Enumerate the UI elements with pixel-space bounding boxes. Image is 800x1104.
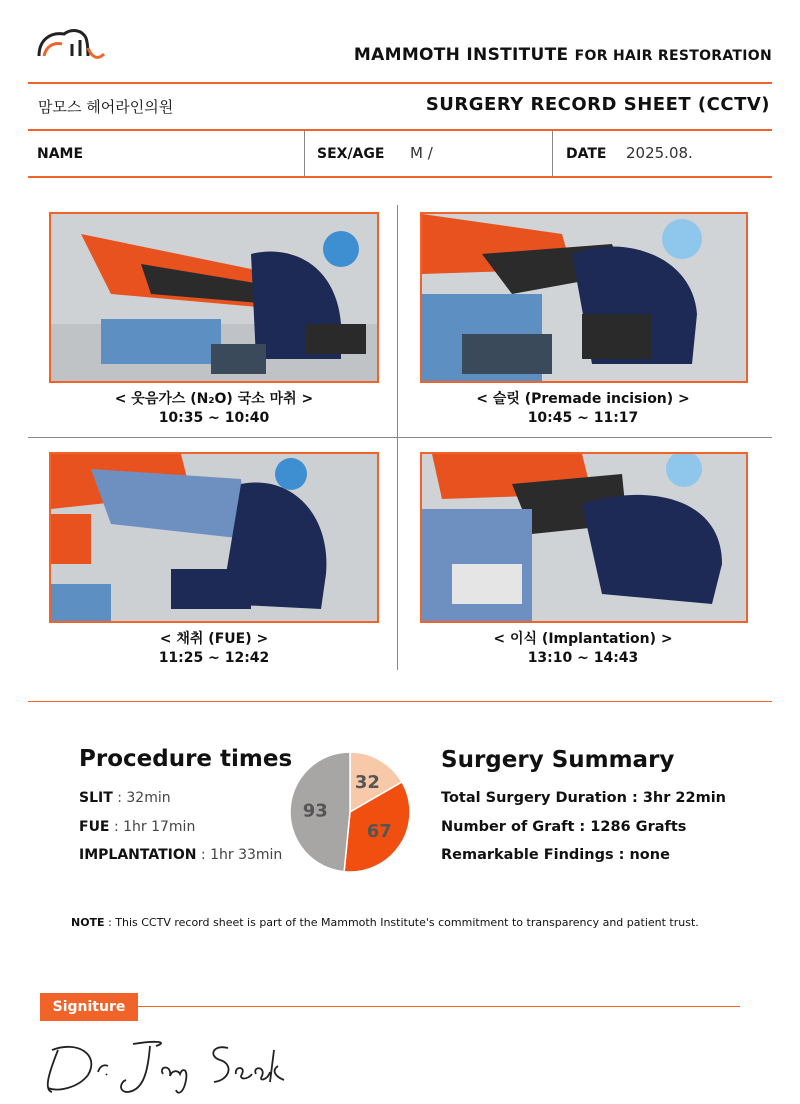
step-time: 11:25 ~ 12:42 [158,650,270,666]
mammoth-logo-icon [36,26,108,66]
title-divider [28,129,772,131]
procedure-label: SLIT [79,790,113,806]
procedure-label: FUE [79,819,110,835]
summary-grafts: Number of Graft : 1286 Grafts [441,819,687,835]
step-caption [49,630,379,668]
step-label: < 채취 (FUE) > [159,631,269,647]
brand-title [354,45,772,65]
procedure-title: Procedure times [79,746,293,772]
cctv-photo-fue [49,452,379,623]
step-label: < 슬릿 (Premade incision) > [476,391,690,407]
fields-divider [28,176,772,178]
pie-slice-label: 67 [366,820,392,842]
step-caption [418,630,748,668]
cctv-photo-anesthesia [49,212,379,383]
procedure-value: : 1hr 33min [196,847,283,863]
note-text: : This CCTV record sheet is part of the Mammoth Institute's commitment to transparency and patient trust. [104,916,699,929]
date-label: DATE [566,146,607,162]
procedure-pie-chart [288,750,412,874]
step-time: 13:10 ~ 14:43 [527,650,639,666]
cctv-photo-slit [420,212,748,383]
note-label: NOTE [71,916,105,929]
header-divider [28,82,772,84]
signature-label: Signiture [40,993,138,1021]
step-caption [418,390,748,428]
summary-title: Surgery Summary [441,747,675,773]
clinic-korean-name: 맘모스 헤어라인의원 [38,98,174,116]
field-separator [304,131,305,177]
brand-main: MAMMOTH INSTITUTE [353,45,569,65]
step-label: < 이식 (Implantation) > [493,631,673,647]
step-time: 10:45 ~ 11:17 [527,410,639,426]
step-caption [49,390,379,428]
signature-line [138,1006,740,1007]
date-value: 2025.08. [626,144,693,162]
step-label: < 웃음가스 (N₂O) 국소 마취 > [114,391,314,407]
procedure-row [79,819,195,835]
grid-horizontal-separator [28,437,772,438]
procedure-label: IMPLANTATION [79,847,197,863]
procedure-row [79,790,171,806]
field-separator [552,131,553,177]
summary-duration: Total Surgery Duration : 3hr 22min [441,790,727,806]
procedure-row [79,847,282,863]
procedure-value: : 32min [112,790,171,806]
cctv-photo-implantation [420,452,748,623]
note [71,916,699,929]
name-label: NAME [37,146,84,162]
pie-slice-label: 93 [302,800,328,822]
procedure-value: : 1hr 17min [109,819,196,835]
summary-findings: Remarkable Findings : none [441,847,670,863]
sheet-title: SURGERY RECORD SHEET (CCTV) [425,94,770,115]
step-time: 10:35 ~ 10:40 [158,410,270,426]
brand-sub: FOR HAIR RESTORATION [574,48,772,64]
sexage-value: M / [410,144,433,162]
handwritten-signature [38,1030,308,1100]
sexage-label: SEX/AGE [317,146,385,162]
pie-slice-label: 32 [354,771,380,793]
section-divider [28,701,772,702]
